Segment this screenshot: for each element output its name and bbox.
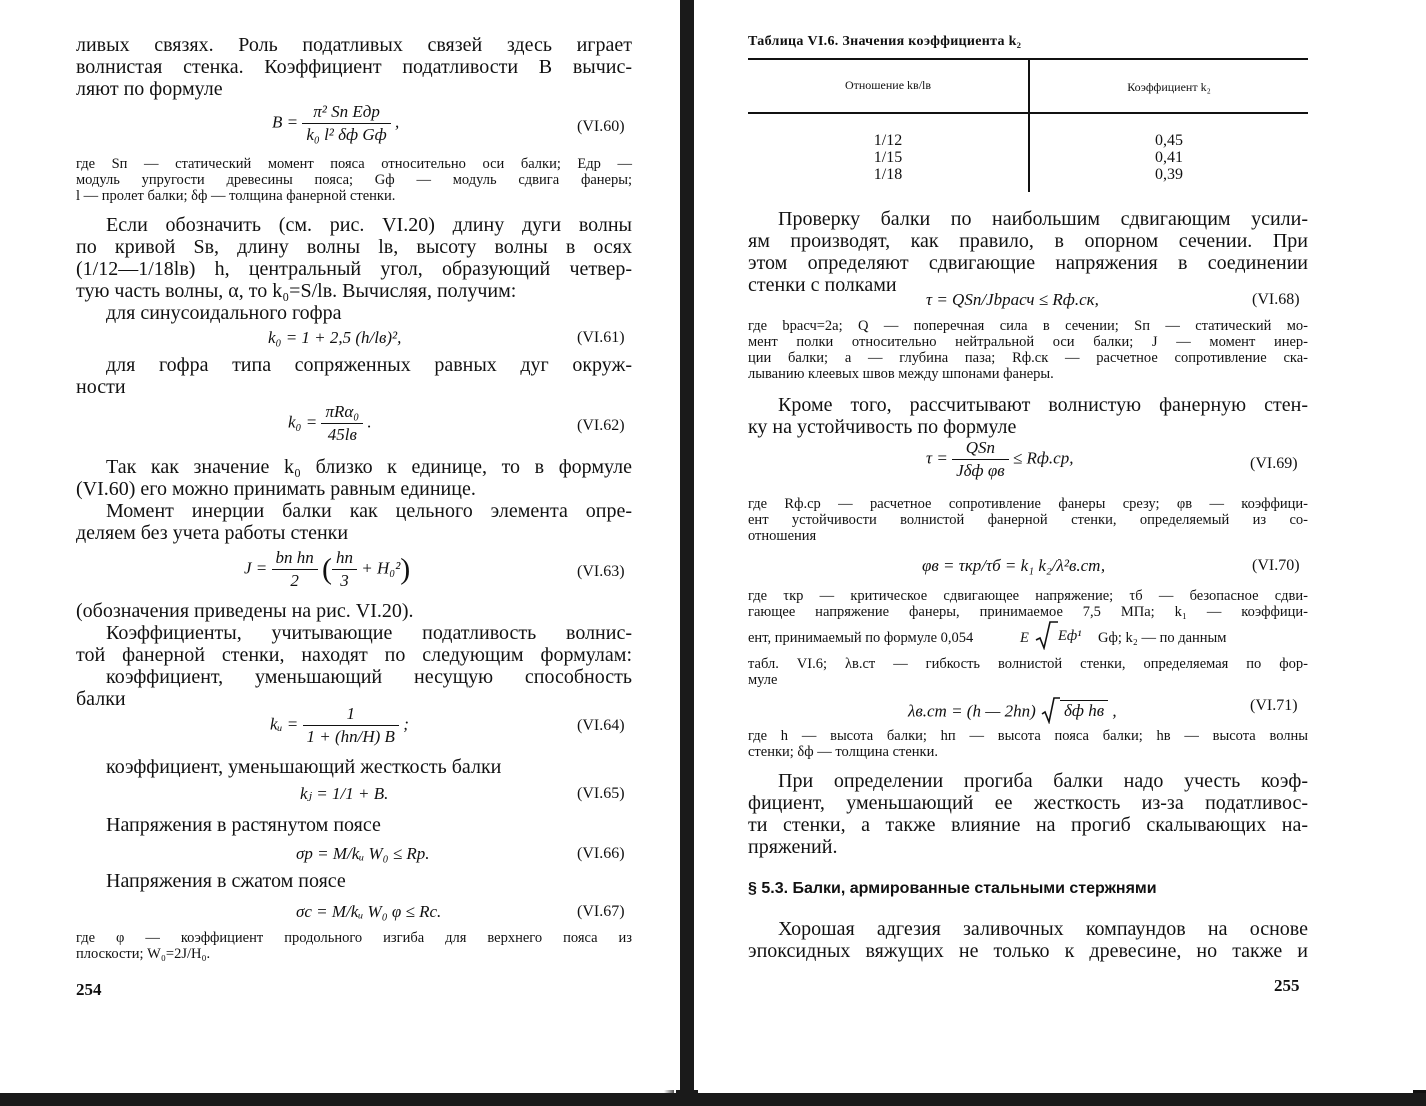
note-line: где τкр — критическое сдвигающее напряжение; τб — безопасное сдви-	[748, 588, 1308, 604]
page-number: 254	[76, 980, 102, 999]
formula-number: (VI.69)	[1250, 455, 1298, 472]
text-line: Коэффициенты, учитывающие податливость волнис-	[106, 622, 632, 644]
inner-fraction	[332, 548, 357, 591]
text-line: Хорошая адгезия заливочных компаундов на основе	[778, 918, 1308, 940]
fraction	[952, 438, 1009, 481]
note-line: муле	[748, 672, 778, 688]
right-page	[694, 0, 1426, 1090]
text-line: фициент, уменьшающий ее жесткость из-за податливос-	[748, 792, 1308, 814]
note-line: Gф; k₂ — по данным	[1098, 630, 1227, 646]
text-line: Напряжения в сжатом поясе	[106, 870, 346, 892]
note-line: отношения	[748, 528, 817, 544]
numerator: bп hп	[272, 548, 318, 570]
formula-number: (VI.68)	[1252, 291, 1300, 308]
formula-lhs: λв.ст = (h — 2hп)	[908, 701, 1036, 721]
text-line: эпоксидных вяжущих не только к древесине, но также и	[748, 940, 1308, 962]
formula-number: (VI.67)	[577, 903, 625, 920]
text-line: ти стенки, а также влияние на прогиб скалывающих на-	[748, 814, 1308, 836]
square-root-icon	[1034, 620, 1058, 650]
formula-vi66: σр = M/kᵤ W₀ ≤ Rр.	[296, 844, 430, 863]
table-header-ratio: Отношение kв/lв	[844, 78, 932, 92]
formula-inline-ef: Eф¹	[1058, 628, 1082, 644]
fraction	[302, 102, 390, 145]
bottom-edge-shadow	[0, 1093, 1426, 1106]
note-line: стенки; δф — толщина стенки.	[748, 744, 938, 760]
note-line: модуль упругости древесины пояса; Gф — модуль сдвига фанеры;	[76, 172, 632, 188]
note-line: лыванию клеевых швов между шпонами фанеры.	[748, 366, 1054, 382]
text-line: ливых связях. Роль податливых связей здесь играет	[76, 34, 632, 56]
formula-vi63: J = $\frac{\text{bп hп}}{2}$ ( $\frac{hп}{3}$ + H₀²)	[244, 548, 411, 590]
text-line: (1/12—1/18lв) h, центральный угол, образующий четвер-	[76, 258, 632, 280]
note-line: гающее напряжение фанеры, принимаемое 7,5 МПа; k₁ — коэффици-	[748, 604, 1308, 620]
formula-vi69	[926, 438, 1073, 481]
denominator: k₀ l² δф Gф	[306, 125, 387, 144]
formula-number: (VI.60)	[577, 118, 625, 135]
note-line: табл. VI.6; λв.ст — гибкость волнистой стенки, определяемая по фор-	[748, 656, 1308, 672]
fraction	[303, 704, 399, 747]
note-line: ент устойчивости волнистой фанерной стенки, определяемый из со-	[748, 512, 1308, 528]
formula-tail: ,	[1112, 701, 1117, 721]
numerator: QSп	[952, 438, 1009, 460]
text-line: деляем без учета работы стенки	[76, 522, 349, 544]
text-line: Так как значение k₀ близко к единице, то в формуле	[106, 456, 632, 478]
text-line: Момент инерции балки как цельного элемента опре-	[106, 500, 632, 522]
note-line: где Sп — статический момент пояса относительно оси балки; Eдр —	[76, 156, 632, 172]
formula-number: (VI.66)	[577, 845, 625, 862]
left-page	[0, 0, 680, 1090]
formula-vi61: k₀ = 1 + 2,5 (h/lв)²,	[268, 328, 402, 347]
table-title: Таблица VI.6. Значения коэффициента k₂	[748, 34, 1022, 49]
formula-vi70: φв = τкр/τб = k₁ k₂/λ²в.ст,	[922, 556, 1106, 575]
section-heading: § 5.3. Балки, армированные стальными стержнями	[748, 880, 1157, 897]
denominator: 3	[340, 571, 349, 590]
table-cell: 0,39	[1155, 166, 1183, 183]
text-line: (обозначения приведены на рис. VI.20).	[76, 600, 414, 622]
table-header-coefficient: Коэффициент k₂	[1127, 80, 1211, 94]
note-line: где h — высота балки; hп — высота пояса балки; hв — высота волны	[748, 728, 1308, 744]
formula-tail: ;	[403, 714, 409, 734]
numerator: 1	[303, 704, 399, 726]
formula-vi68: τ = QSп/Jbрасч ≤ Rф.ск,	[926, 290, 1099, 309]
formula-lhs: kᵤ =	[270, 714, 299, 734]
formula-number: (VI.63)	[577, 563, 625, 580]
note-line: где φ — коэффициент продольного изгиба для верхнего пояса из	[76, 930, 632, 946]
denominator: 2	[290, 571, 299, 590]
numerator: hп	[332, 548, 357, 570]
formula-tail: + H₀²	[361, 558, 401, 578]
formula-number: (VI.61)	[577, 329, 625, 346]
table-cell: 0,41	[1155, 149, 1183, 166]
text-line: коэффициент, уменьшающий жесткость балки	[106, 756, 502, 778]
formula-vi67: σс = M/kᵤ W₀ φ ≤ Rс.	[296, 902, 442, 921]
text-line: по кривой Sв, длину волны lв, высоту волны в осях	[76, 236, 632, 258]
note-line: l — пролет балки; δф — толщина фанерной стенки.	[76, 188, 396, 204]
formula-lhs: k₀ =	[288, 412, 318, 432]
formula-number: (VI.64)	[577, 717, 625, 734]
note-line: плоскости; W₀=2J/H₀.	[76, 946, 211, 962]
formula-inline-e: E	[1020, 630, 1029, 646]
text-line: для синусоидального гофра	[106, 302, 342, 324]
note-line: ции балки; a — глубина паза; Rф.ск — расчетное сопротивление ска-	[748, 350, 1308, 366]
formula-tail: ,	[394, 112, 400, 132]
text-line: тую часть волны, α, то k₀=S/lв. Вычисляя, получим:	[76, 280, 517, 302]
text-line: Кроме того, рассчитывают волнистую фанерную стен-	[778, 394, 1308, 416]
text-line: Если обозначить (см. рис. VI.20) длину дуги волны	[106, 214, 632, 236]
text-line: волнистая стенка. Коэффициент податливости B вычис-	[76, 56, 632, 78]
text-line: той фанерной стенки, находят по следующим формулам:	[76, 644, 632, 666]
formula-lhs: τ =	[926, 448, 948, 468]
formula-vi71	[908, 696, 1117, 729]
denominator: 45lв	[327, 425, 357, 444]
text-line: (VI.60) его можно принимать равным единице.	[76, 478, 476, 500]
formula-number: (VI.71)	[1250, 697, 1298, 714]
formula-vi62	[288, 402, 372, 445]
denominator: 1 + (hп/H) B	[306, 727, 395, 746]
table-cell: 1/18	[873, 166, 903, 183]
text-line: ку на устойчивость по формуле	[748, 416, 1017, 438]
table-cell: 0,45	[1155, 132, 1183, 149]
page-number: 255	[1274, 976, 1300, 995]
fraction	[272, 548, 318, 591]
formula-vi64	[270, 704, 409, 747]
text-line: коэффициент, уменьшающий несущую способность	[106, 666, 632, 688]
formula-vi60	[272, 102, 399, 145]
text-line: ям производят, как правило, в опорном сечении. При	[748, 230, 1308, 252]
text-line: ности	[76, 376, 126, 398]
square-root-icon	[1040, 696, 1060, 729]
text-line: Проверку балки по наибольшим сдвигающим усили-	[778, 208, 1308, 230]
text-line: ляют по формуле	[76, 78, 223, 100]
formula-vi65: kⱼ = 1/1 + B.	[300, 784, 389, 803]
formula-lhs: B =	[272, 112, 299, 132]
note-line: мент полки относительно нейтральной оси балки; J — момент инер-	[748, 334, 1308, 350]
formula-tail: .	[367, 412, 372, 432]
text-line: этом определяют сдвигающие напряжения в соединении	[748, 252, 1308, 274]
formula-number: (VI.65)	[577, 785, 625, 802]
text-line: стенки с полками	[748, 274, 897, 296]
table-cell: 1/15	[873, 149, 903, 166]
fraction	[321, 402, 363, 445]
text-line: пряжений.	[748, 836, 838, 858]
numerator: πRα₀	[321, 402, 363, 424]
formula-lhs: J =	[244, 558, 268, 578]
text-line: для гофра типа сопряженных равных дуг окруж-	[106, 354, 632, 376]
note-line: где Rф.ср — расчетное сопротивление фанеры срезу; φв — коэффици-	[748, 496, 1308, 512]
note-line: где bрасч=2a; Q — поперечная сила в сечении; Sп — статический мо-	[748, 318, 1308, 334]
text-line: балки	[76, 688, 126, 710]
numerator: π² Sп Eдр	[302, 102, 390, 124]
text-line: Напряжения в растянутом поясе	[106, 814, 381, 836]
text-line: При определении прогиба балки надо учесть коэф-	[778, 770, 1308, 792]
formula-number: (VI.70)	[1252, 557, 1300, 574]
note-line: ент, принимаемый по формуле 0,054	[748, 630, 974, 646]
formula-tail: ≤ Rф.ср,	[1012, 448, 1074, 468]
radicand: δф hв	[1060, 700, 1108, 720]
formula-number: (VI.62)	[577, 417, 625, 434]
table-cell: 1/12	[873, 132, 903, 149]
denominator: Jδф φв	[956, 461, 1005, 480]
